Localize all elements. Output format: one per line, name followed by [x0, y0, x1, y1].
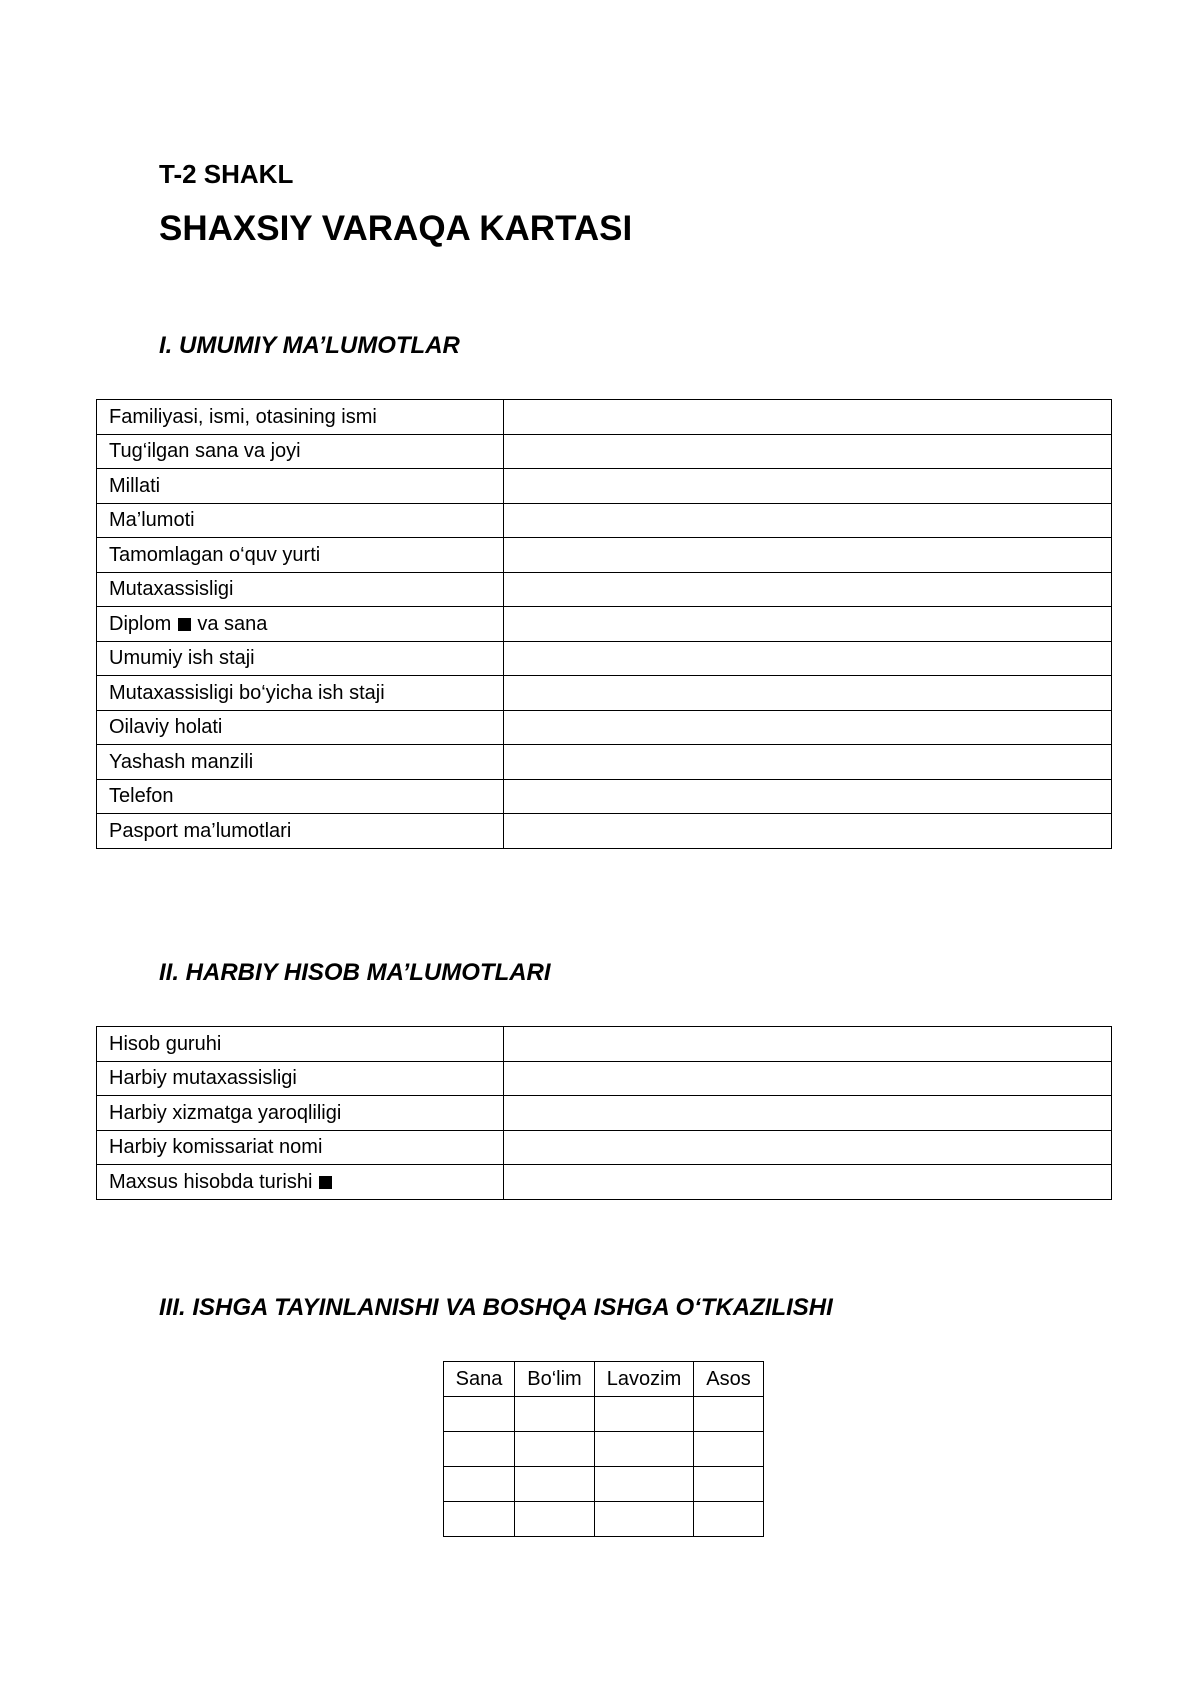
form-code: T-2 SHAKL: [159, 159, 294, 189]
field-value[interactable]: [504, 538, 1112, 573]
form-title: SHAXSIY VARAQA KARTASI: [159, 209, 633, 248]
field-label: Millati: [97, 469, 504, 504]
field-label: Tamomlagan o‘quv yurti: [97, 538, 504, 573]
field-value[interactable]: [504, 434, 1112, 469]
appointment-table: [443, 1361, 764, 1537]
field-value[interactable]: [504, 710, 1112, 745]
field-value[interactable]: [504, 1165, 1112, 1200]
table-cell[interactable]: [595, 1432, 694, 1467]
column-header: Asos: [694, 1362, 764, 1397]
table-row: [444, 1502, 764, 1537]
table-row: [97, 572, 1112, 607]
table-cell[interactable]: [595, 1397, 694, 1432]
table-row: [444, 1397, 764, 1432]
table-cell[interactable]: [694, 1467, 764, 1502]
table-row: [97, 434, 1112, 469]
field-value[interactable]: [504, 400, 1112, 435]
table-row: [97, 1096, 1112, 1131]
table-row: [97, 779, 1112, 814]
table-row: [97, 710, 1112, 745]
field-label: Oilaviy holati: [97, 710, 504, 745]
field-label: Telefon: [97, 779, 504, 814]
table-cell[interactable]: [444, 1502, 515, 1537]
table-cell[interactable]: [694, 1432, 764, 1467]
section-2-heading: II. HARBIY HISOB MA’LUMOTLARI: [159, 959, 551, 986]
table-row: [97, 745, 1112, 780]
field-value[interactable]: [504, 572, 1112, 607]
field-value[interactable]: [504, 1027, 1112, 1062]
field-label: Harbiy komissariat nomi: [97, 1130, 504, 1165]
field-value[interactable]: [504, 779, 1112, 814]
general-info-table: [96, 399, 1112, 849]
field-label: Hisob guruhi: [97, 1027, 504, 1062]
field-value[interactable]: [504, 503, 1112, 538]
field-label: Yashash manzili: [97, 745, 504, 780]
field-value[interactable]: [504, 814, 1112, 849]
table-cell[interactable]: [515, 1397, 595, 1432]
table-row: [97, 814, 1112, 849]
field-label: Harbiy mutaxassisligi: [97, 1061, 504, 1096]
table-cell[interactable]: [515, 1467, 595, 1502]
field-value[interactable]: [504, 1096, 1112, 1131]
column-header: Bo‘lim: [515, 1362, 595, 1397]
table-row: [97, 503, 1112, 538]
field-value[interactable]: [504, 469, 1112, 504]
table-cell[interactable]: [595, 1467, 694, 1502]
field-label: Umumiy ish staji: [97, 641, 504, 676]
table-row: [97, 641, 1112, 676]
table-row: [97, 538, 1112, 573]
field-value[interactable]: [504, 676, 1112, 711]
column-header: Lavozim: [595, 1362, 694, 1397]
table-row: [97, 607, 1112, 642]
table-cell[interactable]: [694, 1502, 764, 1537]
table-row: [97, 400, 1112, 435]
field-label: Ma’lumoti: [97, 503, 504, 538]
field-label: Familiyasi, ismi, otasining ismi: [97, 400, 504, 435]
table-row: [444, 1467, 764, 1502]
table-cell[interactable]: [595, 1502, 694, 1537]
field-value[interactable]: [504, 607, 1112, 642]
field-label: Diplom va sana: [97, 607, 504, 642]
table-row: [97, 1165, 1112, 1200]
field-label: Mutaxassisligi: [97, 572, 504, 607]
column-header: Sana: [444, 1362, 515, 1397]
section-3-heading: III. ISHGA TAYINLANISHI VA BOSHQA ISHGA O‘TKAZILISHI: [159, 1294, 833, 1321]
table-cell[interactable]: [515, 1502, 595, 1537]
table-row: [97, 469, 1112, 504]
table-cell[interactable]: [444, 1397, 515, 1432]
table-cell[interactable]: [515, 1432, 595, 1467]
table-cell[interactable]: [444, 1467, 515, 1502]
table-row: [97, 1130, 1112, 1165]
black-square-icon: [319, 1176, 332, 1189]
table-cell[interactable]: [694, 1397, 764, 1432]
table-row: [97, 676, 1112, 711]
field-label: Mutaxassisligi bo‘yicha ish staji: [97, 676, 504, 711]
field-value[interactable]: [504, 641, 1112, 676]
field-label: Maxsus hisobda turishi: [97, 1165, 504, 1200]
table-row: [97, 1027, 1112, 1062]
table-cell[interactable]: [444, 1432, 515, 1467]
field-value[interactable]: [504, 1130, 1112, 1165]
table-row: [444, 1432, 764, 1467]
section-1-heading: I. UMUMIY MA’LUMOTLAR: [159, 332, 460, 359]
table-row: [97, 1061, 1112, 1096]
military-info-table: [96, 1026, 1112, 1200]
field-value[interactable]: [504, 1061, 1112, 1096]
field-label: Tug‘ilgan sana va joyi: [97, 434, 504, 469]
field-label: Harbiy xizmatga yaroqliligi: [97, 1096, 504, 1131]
field-label: Pasport ma’lumotlari: [97, 814, 504, 849]
field-value[interactable]: [504, 745, 1112, 780]
black-square-icon: [178, 618, 191, 631]
